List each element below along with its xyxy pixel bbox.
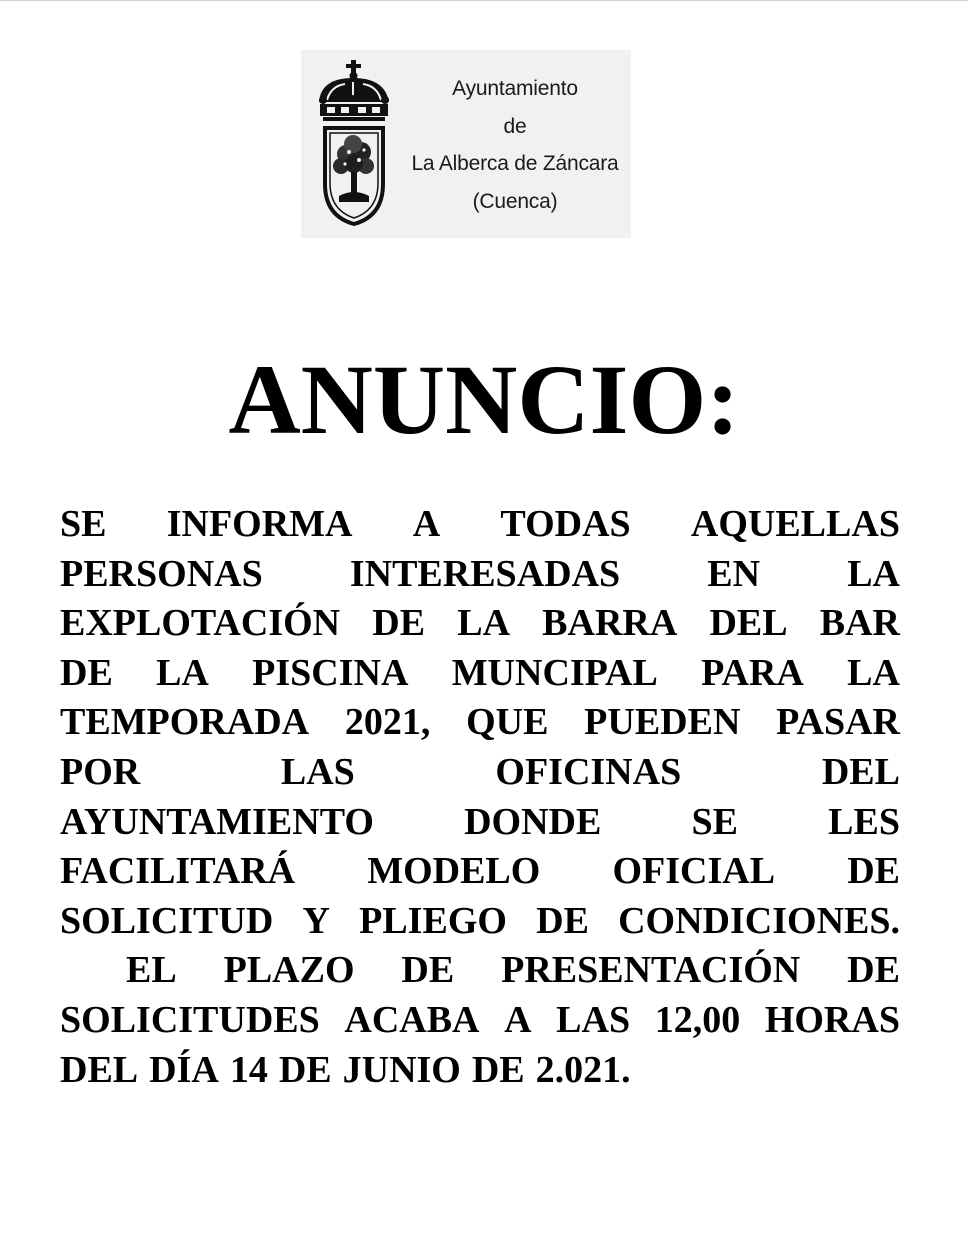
coat-of-arms-icon xyxy=(311,56,397,230)
body-word: Y xyxy=(302,899,330,942)
letterhead-line-1: Ayuntamiento xyxy=(452,77,578,100)
body-word: FACILITARÁ xyxy=(60,850,296,893)
letterhead-text xyxy=(401,70,629,220)
body-word: A xyxy=(504,998,532,1041)
body-word: DEL xyxy=(60,1048,139,1091)
body-word: A xyxy=(412,503,441,545)
body-word: MUNCIPAL xyxy=(451,651,658,694)
body-word: 12,00 xyxy=(654,998,741,1041)
body-word: OFICIAL xyxy=(612,850,776,893)
body-line xyxy=(60,500,900,550)
body-word: TEMPORADA xyxy=(60,701,310,744)
body-word: LAS xyxy=(280,750,355,793)
body-word: POR xyxy=(60,750,141,793)
body-line xyxy=(60,1046,900,1096)
body-word: DE xyxy=(471,1048,525,1091)
body-line xyxy=(60,946,900,996)
body-word: DEL xyxy=(709,602,788,645)
body-word: LAS xyxy=(556,998,631,1041)
body-word: OFICINAS xyxy=(495,750,682,793)
body-word: DE xyxy=(847,949,900,992)
body-word: PLIEGO xyxy=(359,899,507,942)
body-word: JUNIO xyxy=(342,1048,461,1091)
body-word: LA xyxy=(156,651,209,694)
body-word: SOLICITUDES xyxy=(60,998,320,1041)
body-word: INFORMA xyxy=(166,503,353,545)
body-word: LES xyxy=(828,800,900,843)
body-word: 14 xyxy=(229,1048,268,1091)
body-line xyxy=(60,847,900,897)
body-word: DE xyxy=(60,651,113,694)
body-word: DE xyxy=(847,850,900,893)
body-word: SOLICITUD xyxy=(60,899,274,942)
body-line xyxy=(60,599,900,649)
body-word: AQUELLAS xyxy=(690,503,900,545)
body-word: DE xyxy=(372,602,426,645)
body-word: DE xyxy=(401,949,455,992)
announcement-title: ANUNCIO: xyxy=(228,344,740,455)
body-word: BAR xyxy=(819,602,900,645)
body-word: LA xyxy=(847,552,900,595)
body-word: DONDE xyxy=(464,800,602,843)
body-line xyxy=(60,897,900,947)
body-word: QUE xyxy=(466,701,549,744)
body-word: 2021, xyxy=(344,701,431,744)
body-word: SE xyxy=(691,800,738,843)
body-word: LA xyxy=(457,602,511,645)
body-word: EL xyxy=(126,949,177,992)
body-line xyxy=(60,748,900,798)
body-word: CONDICIONES. xyxy=(618,899,900,942)
body-line xyxy=(60,798,900,848)
body-line xyxy=(60,698,900,748)
body-word: DÍA xyxy=(149,1048,219,1091)
body-word: PASAR xyxy=(776,701,900,744)
body-word: INTERESADAS xyxy=(349,552,621,595)
letterhead xyxy=(301,50,631,238)
body-line xyxy=(60,996,900,1046)
body-line xyxy=(60,649,900,699)
body-word: DEL xyxy=(821,750,900,793)
letterhead-line-4: (Cuenca) xyxy=(472,189,558,213)
body-word: PISCINA xyxy=(252,651,409,694)
body-word: HORAS xyxy=(764,998,900,1041)
body-word: BARRA xyxy=(542,602,678,645)
body-word: DE xyxy=(536,899,589,942)
body-word: LA xyxy=(847,651,900,694)
top-border xyxy=(0,0,968,1)
body-word: EXPLOTACIÓN xyxy=(60,602,341,645)
body-word: SE xyxy=(60,503,107,545)
body-word: TODAS xyxy=(500,503,631,545)
body-word: EN xyxy=(707,552,761,595)
letterhead-line-3: La Alberca de Záncara xyxy=(411,152,619,175)
body-word: PUEDEN xyxy=(584,701,741,744)
body-word: 2.021. xyxy=(535,1048,631,1091)
body-line xyxy=(60,550,900,600)
body-word: AYUNTAMIENTO xyxy=(60,800,374,843)
body-word: PRESENTACIÓN xyxy=(501,949,801,992)
announcement-body xyxy=(60,500,900,1095)
body-word: ACABA xyxy=(344,998,480,1041)
body-word: DE xyxy=(278,1048,332,1091)
body-word: PERSONAS xyxy=(60,552,263,595)
body-word: PARA xyxy=(701,651,804,694)
body-word: MODELO xyxy=(367,850,541,893)
letterhead-line-2: de xyxy=(503,114,527,138)
body-word: PLAZO xyxy=(223,949,355,992)
